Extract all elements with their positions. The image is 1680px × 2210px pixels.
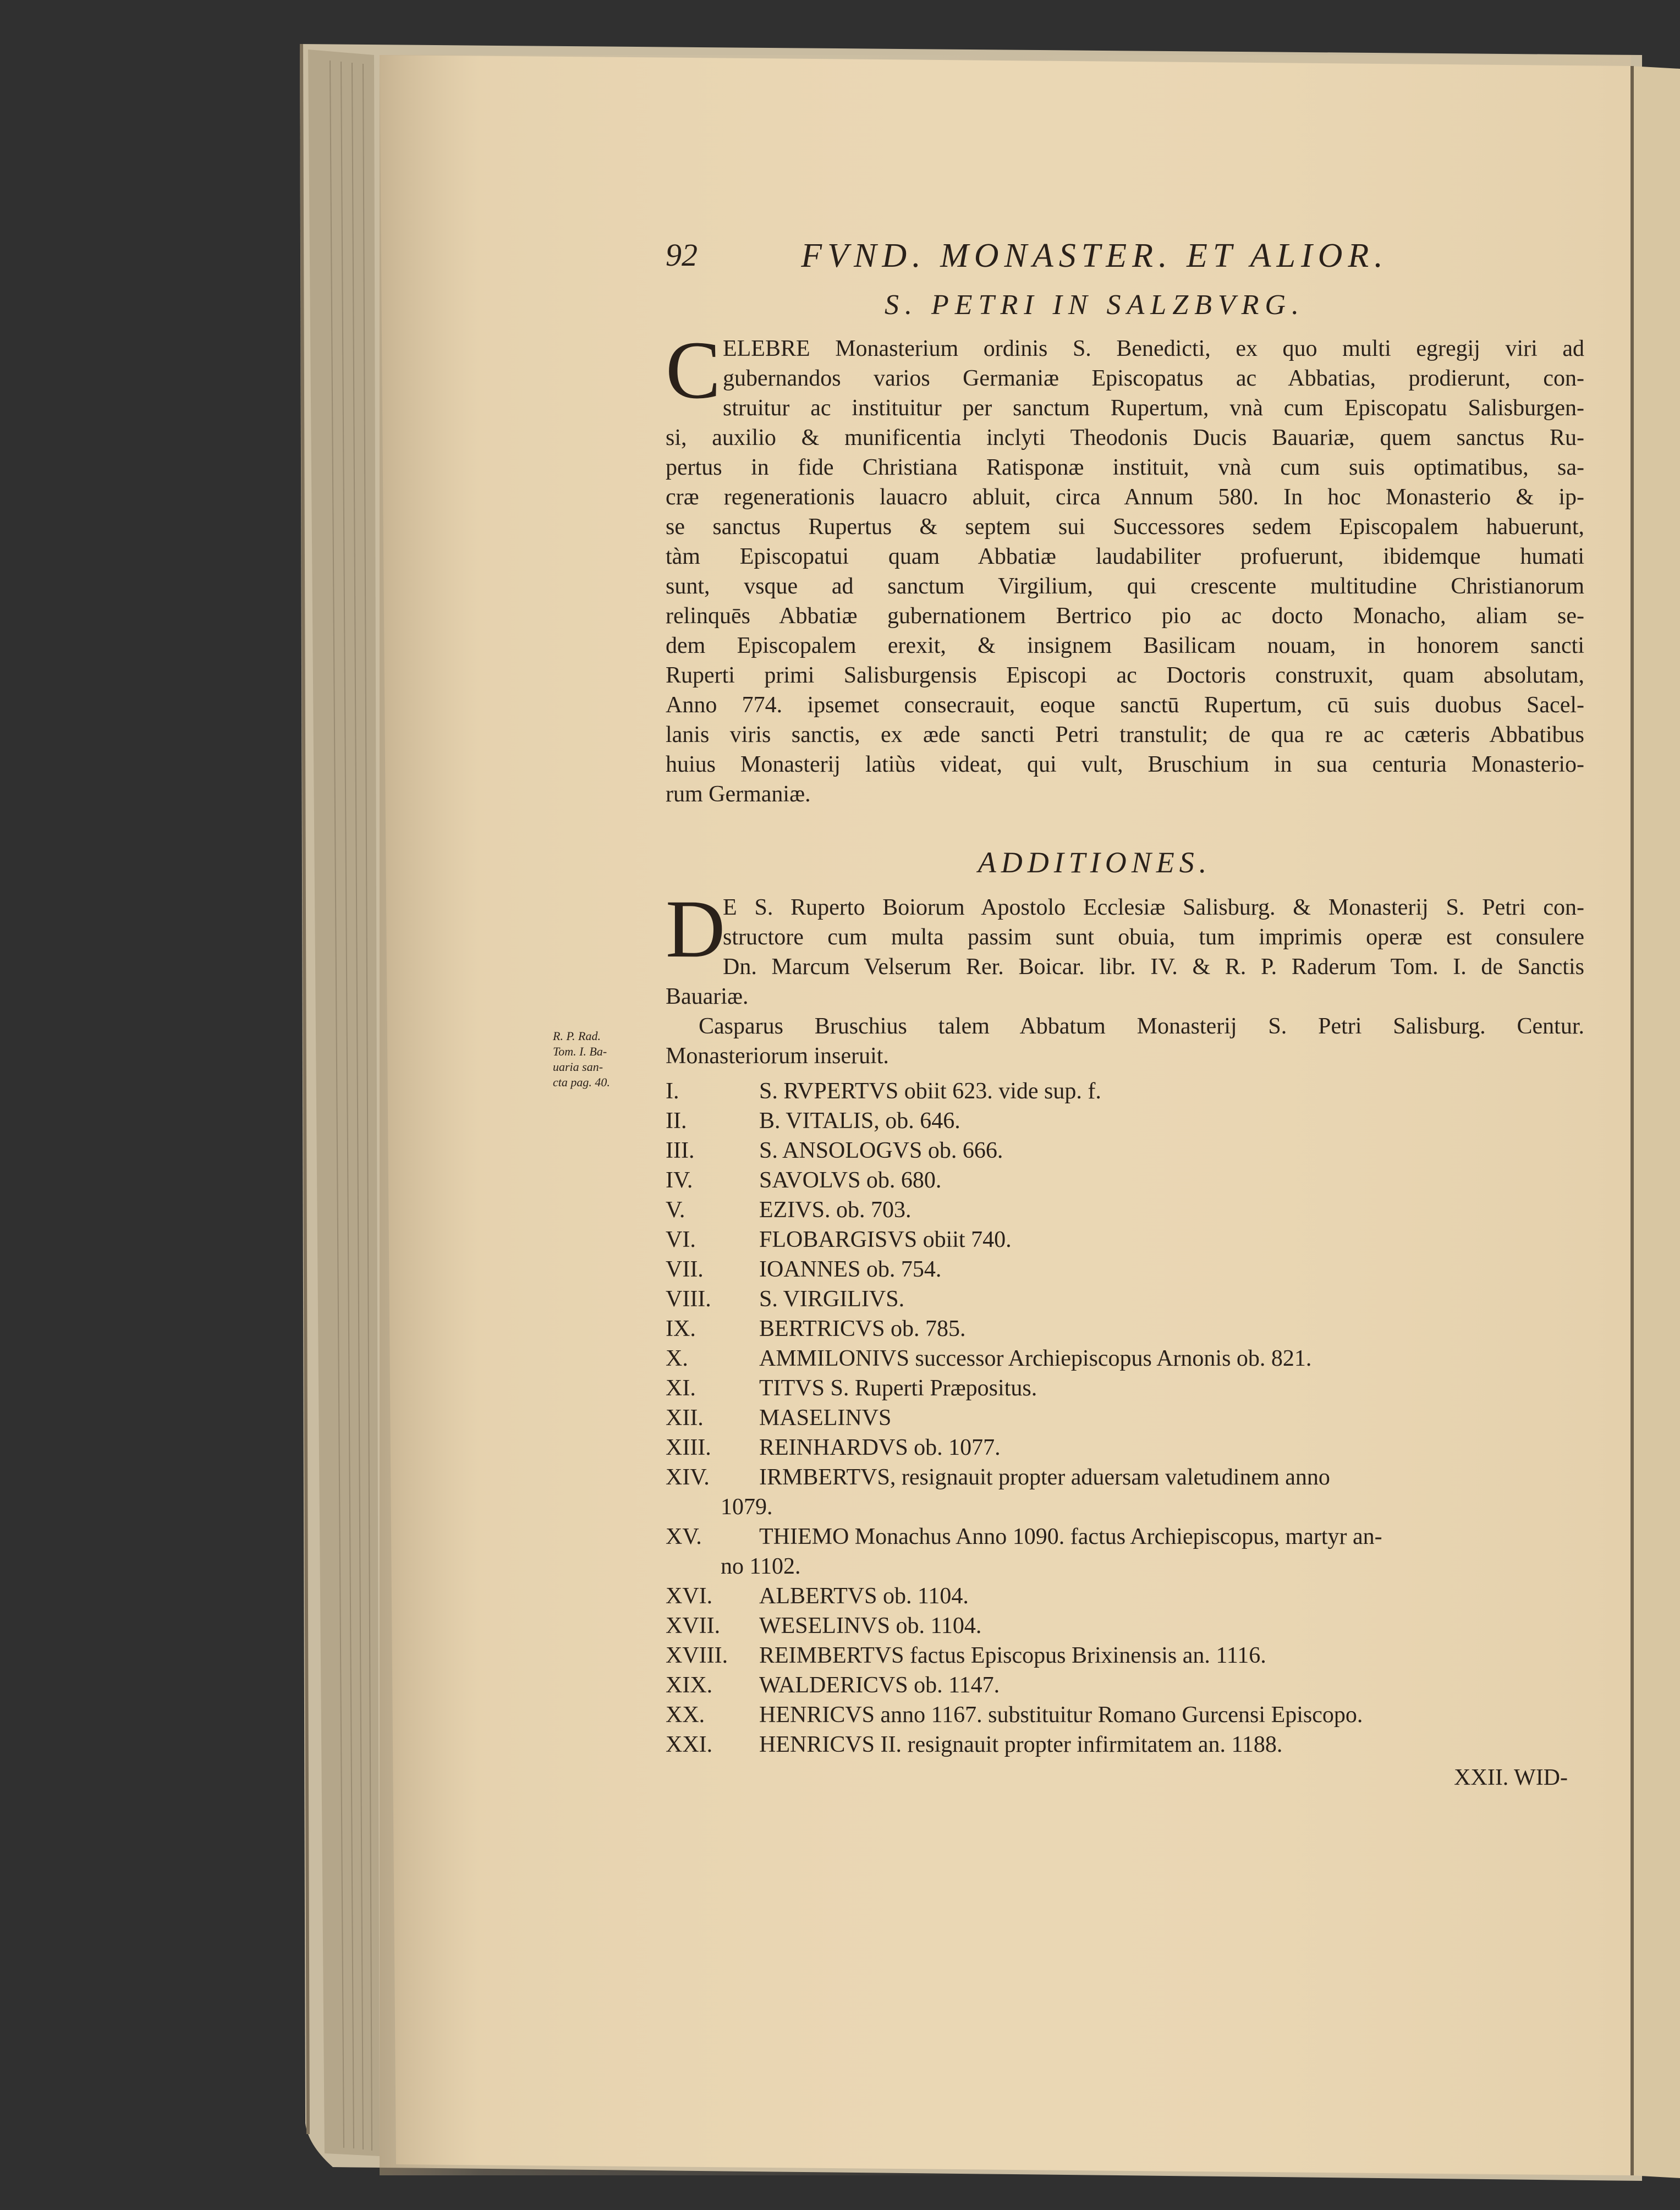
margin-note-line: cta pag. 40. xyxy=(553,1075,610,1089)
catchword: XXII. WID- xyxy=(1454,1765,1568,1790)
additions-title: ADDITIONES. xyxy=(978,846,1212,879)
running-head: FVND. MONASTER. ET ALIOR. xyxy=(801,237,1388,274)
text-line: Bauariæ. xyxy=(666,984,749,1009)
abbot-entry: S. ANSOLOGVS ob. 666. xyxy=(759,1138,1003,1163)
text-line: E S. Ruperto Boiorum Apostolo Ecclesiæ Salisburg. & Monasterij S. Petri con- xyxy=(723,895,1584,920)
abbot-numeral: III. xyxy=(666,1138,695,1163)
text-line: tàm Episcopatui quam Abbatiæ laudabiliter profuerunt, ibidemque humati xyxy=(666,544,1584,569)
abbot-list xyxy=(666,1076,1584,1760)
drop-cap-c: C xyxy=(666,325,721,416)
list-item xyxy=(666,1700,1584,1730)
text-line: Ruperti primi Salisburgensis Episcopi ac Doctoris construxit, quam absolutam, xyxy=(666,663,1584,688)
abbot-numeral: XIX. xyxy=(666,1673,713,1698)
additions-paragraph xyxy=(666,883,1584,1011)
drop-cap-d: D xyxy=(666,883,726,975)
abbot-numeral: XIV. xyxy=(666,1465,710,1490)
abbot-entry: AMMILONIVS successor Archiepiscopus Arnonis ob. 821. xyxy=(759,1346,1312,1371)
list-item xyxy=(666,1106,1584,1136)
abbot-entry: TITVS S. Ruperti Præpositus. xyxy=(759,1376,1037,1401)
text-line: gubernandos varios Germaniæ Episcopatus ac Abbatias, prodierunt, con- xyxy=(723,366,1584,391)
abbot-numeral: V. xyxy=(666,1197,685,1223)
list-item xyxy=(666,1076,1584,1106)
abbot-numeral: VI. xyxy=(666,1227,696,1252)
abbot-numeral: IX. xyxy=(666,1316,696,1342)
text-line: Anno 774. ipsemet consecrauit, eoque sanctū Rupertum, cū suis duobus Sacel- xyxy=(666,692,1584,718)
abbot-entry: WALDERICVS ob. 1147. xyxy=(759,1673,1000,1698)
text-line: huius Monasterij latiùs videat, qui vult, Bruschium in sua centuria Monasterio- xyxy=(666,752,1584,777)
abbot-numeral: VII. xyxy=(666,1257,704,1282)
list-item xyxy=(666,1255,1584,1284)
abbot-numeral: XX. xyxy=(666,1702,705,1728)
abbot-numeral: VIII. xyxy=(666,1287,711,1312)
list-item xyxy=(666,1284,1584,1314)
text-line: lanis viris sanctis, ex æde sancti Petri transtulit; de qua re ac cæteris Abbatibus xyxy=(666,722,1584,747)
abbot-numeral: XIII. xyxy=(666,1435,711,1460)
page-content xyxy=(605,231,1584,1793)
abbot-entry: SAVOLVS ob. 680. xyxy=(759,1168,942,1193)
abbot-numeral: XVIII. xyxy=(666,1643,728,1668)
text-line: structore cum multa passim sunt obuia, tum imprimis operæ est consulere xyxy=(723,925,1584,950)
text-line: Casparus Bruschius talem Abbatum Monasterij S. Petri Salisburg. Centur. xyxy=(699,1014,1584,1039)
abbot-entry: S. RVPERTVS obiit 623. vide sup. f. xyxy=(759,1079,1101,1104)
abbot-entry-line: THIEMO Monachus Anno 1090. factus Archiepiscopus, martyr an- xyxy=(759,1524,1382,1549)
list-item xyxy=(666,1373,1584,1403)
abbot-entry: REINHARDVS ob. 1077. xyxy=(759,1435,1001,1460)
margin-note-line: uaria san- xyxy=(553,1060,603,1074)
section-title: S. PETRI IN SALZBVRG. xyxy=(885,289,1305,321)
text-line: sunt, vsque ad sanctum Virgilium, qui crescente multitudine Christianorum xyxy=(666,574,1584,599)
margin-note xyxy=(553,1029,657,1090)
margin-note-line: Tom. I. Ba- xyxy=(553,1044,607,1058)
abbot-entry: IOANNES ob. 754. xyxy=(759,1257,942,1282)
abbot-entry-continuation: no 1102. xyxy=(721,1554,801,1579)
abbot-entry: S. VIRGILIVS. xyxy=(759,1287,905,1312)
text-line: si, auxilio & munificentia inclyti Theodonis Ducis Bauariæ, quem sanctus Ru- xyxy=(666,425,1584,450)
abbot-entry: WESELINVS ob. 1104. xyxy=(759,1613,982,1639)
list-item xyxy=(666,1522,1584,1581)
text-line: rum Germaniæ. xyxy=(666,782,811,807)
abbot-numeral: XI. xyxy=(666,1376,696,1401)
list-item xyxy=(666,1136,1584,1166)
list-item xyxy=(666,1730,1584,1760)
abbot-numeral: IV. xyxy=(666,1168,693,1193)
abbot-entry: HENRICVS II. resignauit propter infirmitatem an. 1188. xyxy=(759,1732,1283,1757)
abbot-entry: BERTRICVS ob. 785. xyxy=(759,1316,966,1342)
list-item xyxy=(666,1670,1584,1700)
text-line: dem Episcopalem erexit, & insignem Basilicam nouam, in honorem sancti xyxy=(666,633,1584,658)
abbot-numeral: I. xyxy=(666,1079,679,1104)
abbot-entry: HENRICVS anno 1167. substituitur Romano Gurcensi Episcopo. xyxy=(759,1702,1363,1728)
abbot-entry: REIMBERTVS factus Episcopus Brixinensis an. 1116. xyxy=(759,1643,1266,1668)
list-item xyxy=(666,1403,1584,1433)
text-line: Dn. Marcum Velserum Rer. Boicar. libr. IV. & R. P. Raderum Tom. I. de Sanctis xyxy=(723,954,1584,980)
text-line: struitur ac instituitur per sanctum Rupertum, vnà cum Episcopatu Salisburgen- xyxy=(723,395,1584,421)
abbot-entry: ALBERTVS ob. 1104. xyxy=(759,1584,969,1609)
text-line: cræ regenerationis lauacro abluit, circa Annum 580. In hoc Monasterio & ip- xyxy=(666,485,1584,510)
text-line: pertus in fide Christiana Ratisponæ instituit, vnà cum suis optimatibus, sa- xyxy=(666,455,1584,480)
text-line: ELEBRE Monasterium ordinis S. Benedicti, ex quo multi egregij viri ad xyxy=(723,336,1584,361)
list-item xyxy=(666,1463,1584,1522)
page-header xyxy=(605,231,1584,283)
text-line: se sanctus Rupertus & septem sui Successores sedem Episcopalem habuerunt, xyxy=(666,514,1584,540)
abbot-numeral: XVI. xyxy=(666,1584,713,1609)
text-line: Monasteriorum inseruit. xyxy=(666,1043,889,1069)
list-item xyxy=(666,1433,1584,1463)
abbot-numeral: II. xyxy=(666,1108,687,1134)
abbot-numeral: XV. xyxy=(666,1524,702,1549)
bruschius-paragraph xyxy=(666,1011,1584,1071)
abbot-entry: FLOBARGISVS obiit 740. xyxy=(759,1227,1012,1252)
right-page-sliver xyxy=(1631,66,1680,2178)
abbot-numeral: XXI. xyxy=(666,1732,713,1757)
abbot-entry-continuation: 1079. xyxy=(721,1494,773,1520)
abbot-entry: EZIVS. ob. 703. xyxy=(759,1197,912,1223)
abbot-entry xyxy=(721,1522,1584,1581)
margin-note-line: R. P. Rad. xyxy=(553,1029,601,1043)
abbot-entry: B. VITALIS, ob. 646. xyxy=(759,1108,960,1134)
abbot-entry xyxy=(721,1463,1584,1522)
main-paragraph xyxy=(666,325,1584,809)
list-item xyxy=(666,1225,1584,1255)
abbot-numeral: XII. xyxy=(666,1405,704,1431)
list-item xyxy=(666,1314,1584,1344)
abbot-numeral: X. xyxy=(666,1346,688,1371)
list-item xyxy=(666,1611,1584,1641)
list-item xyxy=(666,1581,1584,1611)
text-line: relinquēs Abbatiæ gubernationem Bertrico pio ac docto Monacho, aliam se- xyxy=(666,603,1584,629)
abbot-entry: MASELINVS xyxy=(759,1405,892,1431)
list-item xyxy=(666,1344,1584,1373)
page-number: 92 xyxy=(666,237,698,273)
list-item xyxy=(666,1195,1584,1225)
list-item xyxy=(666,1166,1584,1195)
abbot-numeral: XVII. xyxy=(666,1613,721,1639)
list-item xyxy=(666,1641,1584,1670)
abbot-entry-line: IRMBERTVS, resignauit propter aduersam valetudinem anno xyxy=(759,1465,1330,1490)
